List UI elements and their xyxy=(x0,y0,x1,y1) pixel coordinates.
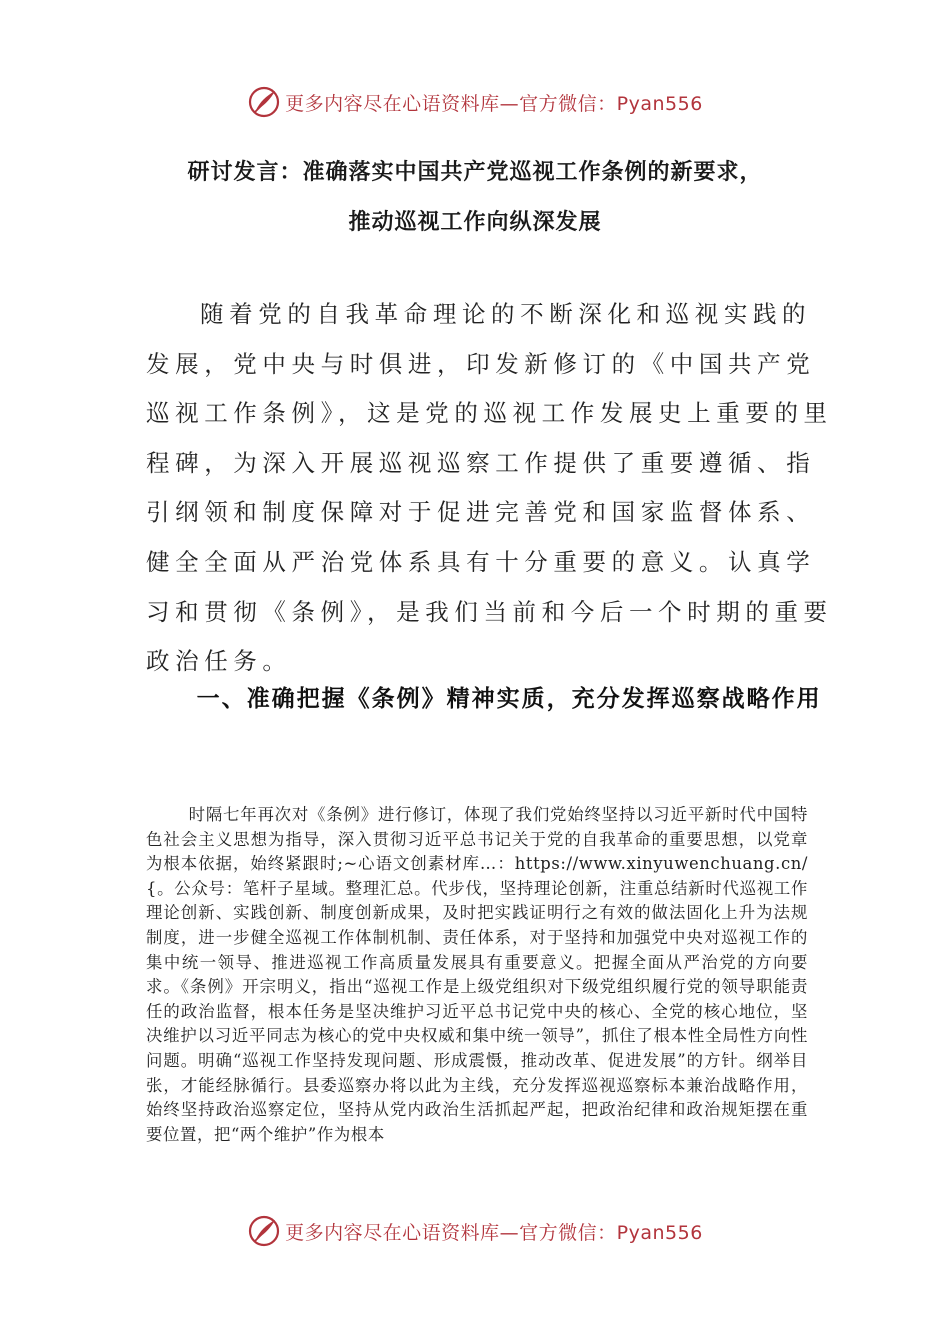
intro-section xyxy=(146,290,836,687)
header-banner-text: 更多内容尽在心语资料库—官方微信：Pyan556 xyxy=(285,92,703,115)
section-1-heading: 一、准确把握《条例》精神实质，充分发挥巡察战略作用 xyxy=(196,686,822,712)
section-1-paragraph: 时隔七年再次对《条例》进行修订，体现了我们党始终坚持以习近平新时代中国特色社会主义思想为指导，深入贯彻习近平总书记关于党的自我革命的重要思想，以党章为根本依据，始终紧跟时;~心语文创素材库…：https://www.xinyuwenchuang.cn/{。公众号：笔杆子星域。整理汇总。代步伐，坚持理论创新，注重总结新时代巡视工作理论创新、实践创新、制度创新成果，及时把实践证明行之有效的做法固化上升为法规制度，进一步健全巡视工作体制机制、责任体系，对于坚持和加强党中央对巡视工作的集中统一领导、推进巡视工作高质量发展具有重要意义。把握全面从严治党的方向要求。《条例》开宗明义，指出“巡视工作是上级党组织对下级党组织履行党的领导职能责任的政治监督，根本任务是坚决维护习近平总书记党中央的核心、全党的核心地位，坚决维护以习近平同志为核心的党中央权威和集中统一领导”，抓住了根本性全局性方向性问题。明确“巡视工作坚持发现问题、形成震慑，推动改革、促进发展”的方针。纲举目张，才能经脉循行。县委巡察办将以此为主线，充分发挥巡视巡察标本兼治战略作用，始终坚持政治巡察定位，坚持从党内政治生活抓起严起，把政治纪律和政治规矩摆在重要位置，把“两个维护”作为根本 xyxy=(146,805,808,1144)
document-title-line-2: 推动巡视工作向纵深发展 xyxy=(348,210,602,235)
feather-pen-logo-icon xyxy=(247,1214,281,1248)
footer-banner xyxy=(0,1211,950,1251)
header-banner xyxy=(0,82,950,122)
section-1-heading-block xyxy=(146,674,826,725)
footer-banner-text: 更多内容尽在心语资料库—官方微信：Pyan556 xyxy=(285,1221,703,1244)
document-title-line-1: 研讨发言：准确落实中国共产党巡视工作条例的新要求， xyxy=(187,160,763,185)
intro-paragraph: 随着党的自我革命理论的不断深化和巡视实践的发展，党中央与时俱进，印发新修订的《中国共产党巡视工作条例》，这是党的巡视工作发展史上重要的里程碑，为深入开展巡视巡察工作提供了重要遵循、指引纲领和制度保障对于促进完善党和国家监督体系、健全全面从严治党体系具有十分重要的意义。认真学习和贯彻《条例》，是我们当前和今后一个时期的重要政治任务。 xyxy=(146,300,833,676)
section-1-body xyxy=(146,803,808,1147)
feather-pen-logo-icon xyxy=(247,85,281,119)
